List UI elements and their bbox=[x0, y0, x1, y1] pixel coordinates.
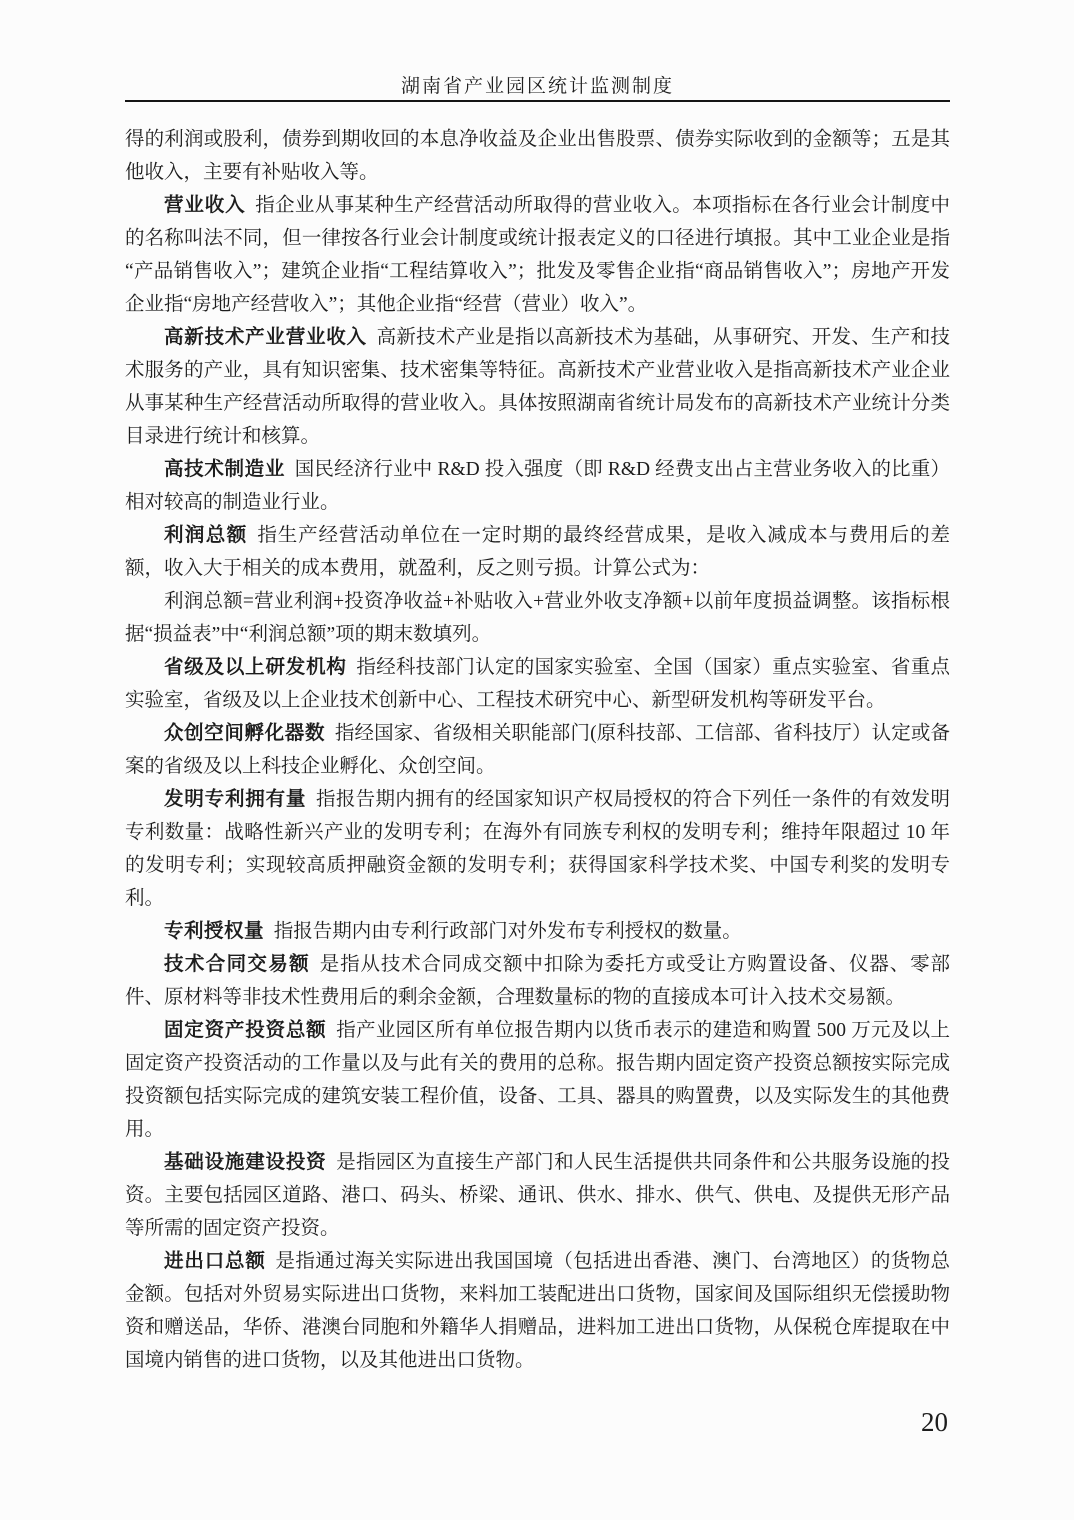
para-provincial-rd-institutions bbox=[125, 651, 950, 717]
para-fixed-asset-investment bbox=[125, 1014, 950, 1146]
para-invention-patents-owned bbox=[125, 783, 950, 915]
paragraph-text: 利润总额=营业利润+投资净收益+补贴收入+营业外收支净额+以前年度损益调整。该指标根据“损益表”中“利润总额”项的期末数填列。 bbox=[125, 591, 950, 645]
para-continuation-other-income bbox=[125, 123, 950, 189]
page-number: 20 bbox=[921, 1407, 948, 1437]
term-label: 进出口总额 bbox=[164, 1250, 266, 1272]
para-hightech-manufacturing bbox=[125, 453, 950, 519]
page-header-title: 湖南省产业园区统计监测制度 bbox=[400, 76, 674, 97]
paragraph-text: 得的利润或股利，债券到期收回的本息净收益及企业出售股票、债券实际收到的金额等；五是其他收入，主要有补贴收入等。 bbox=[125, 129, 950, 183]
para-makerspace-incubators bbox=[125, 717, 950, 783]
term-label: 营业收入 bbox=[164, 194, 246, 216]
document-body bbox=[125, 123, 950, 1377]
paragraph-text: 指经科技部门认定的国家实验室、全国（国家）重点实验室、省重点实验室，省级及以上企业技术创新中心、工程技术研究中心、新型研发机构等研发平台。 bbox=[125, 657, 950, 711]
term-label: 高新技术产业营业收入 bbox=[164, 326, 367, 348]
paragraph-text: 高新技术产业是指以高新技术为基础，从事研究、开发、生产和技术服务的产业，具有知识密集、技术密集等特征。高新技术产业营业收入是指高新技术产业企业从事某种生产经营活动所取得的营业收入。具体按照湖南省统计局发布的高新技术产业统计分类目录进行统计和核算。 bbox=[125, 327, 950, 447]
para-operating-revenue bbox=[125, 189, 950, 321]
para-infrastructure-investment bbox=[125, 1146, 950, 1245]
term-label: 利润总额 bbox=[164, 524, 248, 546]
para-profit-formula bbox=[125, 585, 950, 651]
term-label: 高技术制造业 bbox=[164, 458, 286, 480]
term-label: 专利授权量 bbox=[164, 920, 265, 942]
paragraph-text: 指经国家、省级相关职能部门(原科技部、工信部、省科技厅）认定或备案的省级及以上科技企业孵化、众创空间。 bbox=[125, 723, 950, 777]
term-label: 发明专利拥有量 bbox=[164, 788, 307, 810]
paragraph-text: 指报告期内由专利行政部门对外发布专利授权的数量。 bbox=[273, 921, 742, 942]
paragraph-text: 是指通过海关实际进出我国国境（包括进出香港、澳门、台湾地区）的货物总金额。包括对外贸易实际进出口货物，来料加工装配进出口货物，国家间及国际组织无偿援助物资和赠送品，华侨、港澳台同胞和外籍华人捐赠品，进料加工进出口货物，从保税仓库提取在中国境内销售的进口货物，以及其他进出口货物。 bbox=[125, 1251, 950, 1371]
paragraph-text: 是指园区为直接生产部门和人民生活提供共同条件和公共服务设施的投资。主要包括园区道路、港口、码头、桥梁、通讯、供水、排水、供气、供电、及提供无形产品等所需的固定资产投资。 bbox=[125, 1152, 950, 1239]
paragraph-text: 指企业从事某种生产经营活动所取得的营业收入。本项指标在各行业会计制度中的名称叫法不同，但一律按各行业会计制度或统计报表定义的口径进行填报。其中工业企业是指“产品销售收入”；建筑企业指“工程结算收入”；批发及零售企业指“商品销售收入”；房地产开发企业指“房地产经营收入”；其他企业指“经营（营业）收入”。 bbox=[125, 195, 950, 315]
term-label: 基础设施建设投资 bbox=[164, 1151, 327, 1173]
paragraph-text: 指产业园区所有单位报告期内以货币表示的建造和购置 500 万元及以上固定资产投资活动的工作量以及与此有关的费用的总称。报告期内固定资产投资总额按实际完成投资额包括实际完成的建筑安装工程价值，设备、工具、器具的购置费，以及实际发生的其他费用。 bbox=[125, 1020, 950, 1140]
term-label: 固定资产投资总额 bbox=[164, 1019, 327, 1041]
term-label: 众创空间孵化器数 bbox=[164, 722, 326, 744]
term-label: 技术合同交易额 bbox=[164, 953, 311, 975]
para-tech-contract-turnover bbox=[125, 948, 950, 1014]
paragraph-text: 指生产经营活动单位在一定时期的最终经营成果，是收入减成本与费用后的差额，收入大于相关的成本费用，就盈利，反之则亏损。计算公式为： bbox=[125, 525, 950, 579]
header-rule bbox=[125, 100, 950, 102]
para-patents-granted bbox=[125, 915, 950, 948]
term-label: 省级及以上研发机构 bbox=[164, 656, 347, 678]
paragraph-text: 国民经济行业中 R&D 投入强度（即 R&D 经费支出占主营业务收入的比重）相对较高的制造业行业。 bbox=[125, 459, 950, 513]
para-total-profit bbox=[125, 519, 950, 585]
para-hightech-industry-revenue bbox=[125, 321, 950, 453]
paragraph-text: 是指从技术合同成交额中扣除为委托方或受让方购置设备、仪器、零部件、原材料等非技术性费用后的剩余金额，合理数量标的物的直接成本可计入技术交易额。 bbox=[125, 954, 950, 1008]
paragraph-text: 指报告期内拥有的经国家知识产权局授权的符合下列任一条件的有效发明专利数量：战略性新兴产业的发明专利；在海外有同族专利权的发明专利；维持年限超过 10 年的发明专利；实现较高质押融资金额的发明专利；获得国家科学技术奖、中国专利奖的发明专利。 bbox=[125, 789, 950, 909]
para-import-export-total bbox=[125, 1245, 950, 1377]
